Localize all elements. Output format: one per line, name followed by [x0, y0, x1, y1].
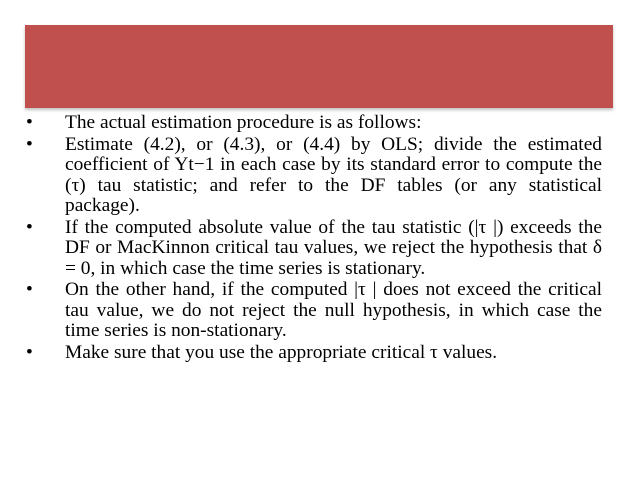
bullet-item: [26, 280, 602, 342]
bullet-text: Make sure that you use the appropriate critical τ values.: [65, 341, 498, 363]
bullet-item: [26, 113, 602, 134]
bullet-dot-icon: •: [26, 216, 33, 238]
bullet-dot-icon: •: [26, 279, 33, 300]
bullet-item: [26, 218, 602, 280]
bullet-item: [26, 343, 602, 364]
bullet-text: On the other hand, if the computed |τ | does not exceed the critical tau value, we do not reject the null hypothesis, in which case the time series is non-stationary.: [65, 279, 602, 341]
bullet-dot-icon: •: [26, 341, 33, 363]
bullet-text: Estimate (4.2), or (4.3), or (4.4) by OLS; divide the estimated coefficient of Yt−1 in each case by its standard error to compute the (τ) tau statistic; and refer to the DF tables (or any statistical package).: [65, 133, 602, 216]
bullet-text: The actual estimation procedure is as follows:: [65, 112, 422, 133]
bullet-text: If the computed absolute value of the tau statistic (|τ |) exceeds the DF or MacKinnon critical tau values, we reject the hypothesis that δ = 0, in which case the time series is stationary.: [65, 216, 602, 279]
bullet-item: [26, 135, 602, 217]
bullet-dot-icon: •: [26, 112, 33, 133]
bullet-dot-icon: •: [26, 133, 33, 155]
title-bar: [25, 25, 613, 108]
bullet-list: [26, 113, 602, 364]
